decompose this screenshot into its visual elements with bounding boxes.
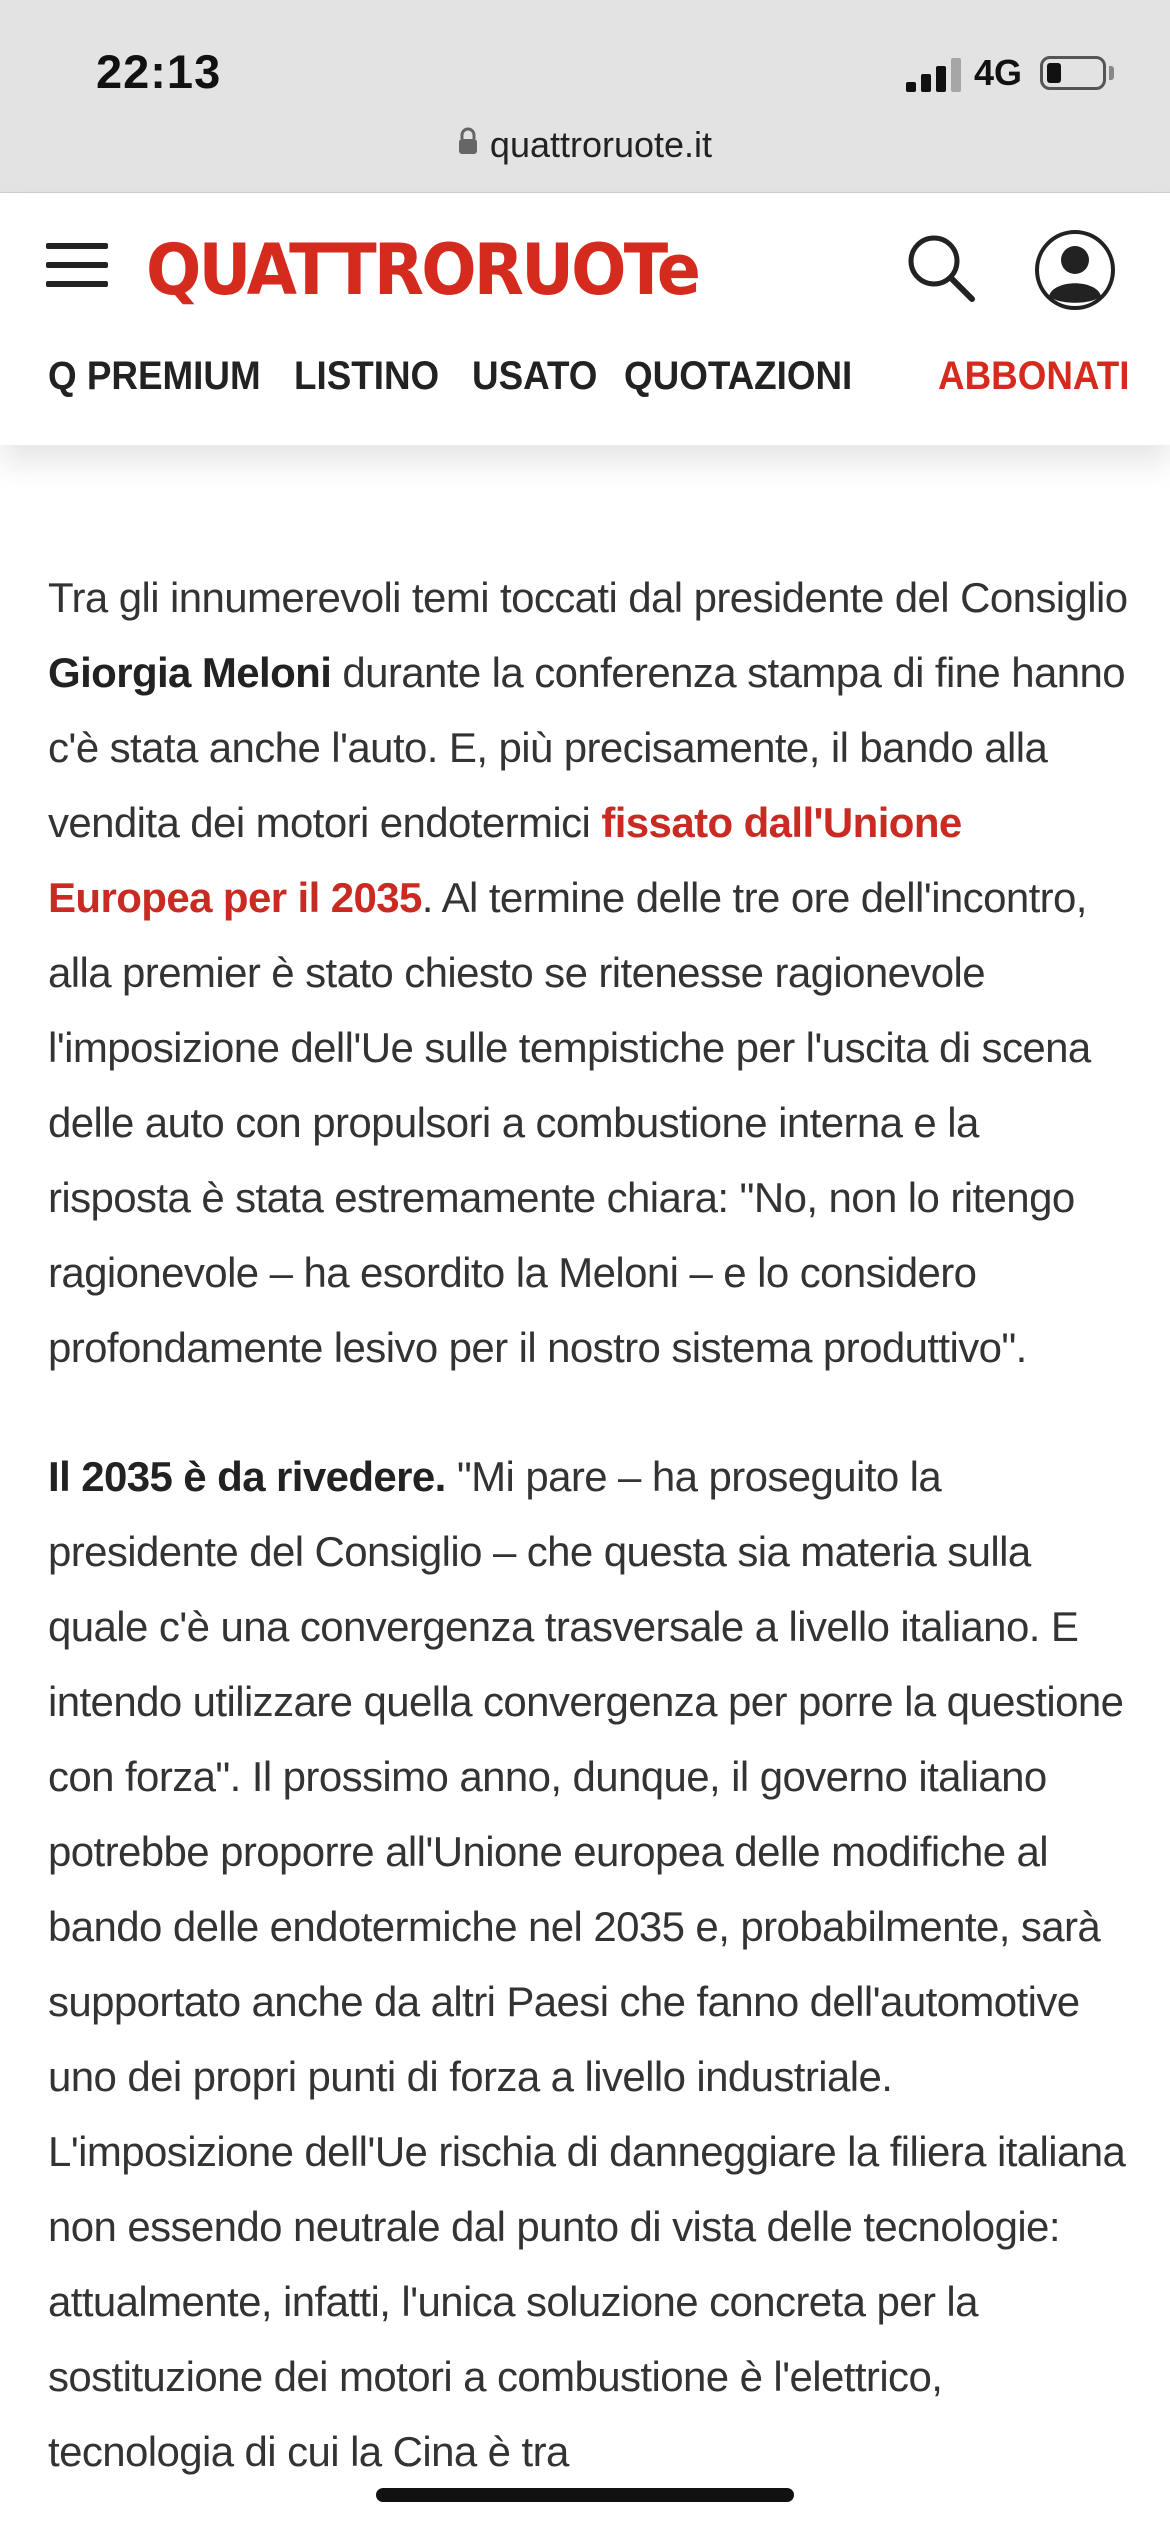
menu-icon[interactable] xyxy=(46,243,108,287)
battery-icon xyxy=(1040,56,1106,90)
text-run: . Al termine delle tre ore dell'incontro, alla premier è stato chiesto se ritenesse ragionevole l'imposizione dell'Ue sulle tempistiche per l'uscita di scena delle auto con propulsori a combustione interna e la risposta è stata estremamente chiara: "No, non lo ritengo ragionevole – ha esordito la Meloni – e lo considero profondamente lesivo per il nostro sistema produttivo". xyxy=(48,874,1091,1371)
url-text: quattroruote.it xyxy=(489,124,713,165)
section-lead: Il 2035 è da rivedere. xyxy=(48,1453,446,1500)
nav-item-q-premium[interactable]: Q PREMIUM xyxy=(48,354,261,398)
site-header xyxy=(0,193,1170,445)
account-icon[interactable] xyxy=(1034,229,1116,311)
article-paragraph xyxy=(48,560,1128,1385)
status-bar xyxy=(0,0,1170,193)
nav-item-quotazioni[interactable]: QUOTAZIONI xyxy=(624,354,853,398)
bold-name: Giorgia Meloni xyxy=(48,649,332,696)
article-paragraph xyxy=(48,1439,1128,2489)
lock-icon xyxy=(458,122,478,164)
text-run: durante la conferenza stampa di fine hanno c'è stata anche l'auto. E, più precisamente, il bando alla vendita dei motori endotermici xyxy=(48,649,1126,846)
nav-item-usato[interactable]: USATO xyxy=(472,354,598,398)
inline-link[interactable]: fissato dall'Unione Europea per il 2035 xyxy=(48,799,962,921)
cellular-signal-icon xyxy=(906,56,962,92)
main-nav xyxy=(0,341,1170,411)
text-run: Tra gli innumerevoli temi toccati dal presidente del Consiglio xyxy=(48,574,1128,621)
nav-item-listino[interactable]: LISTINO xyxy=(294,354,440,398)
text-run: "Mi pare – ha proseguito la presidente del Consiglio – che questa sia materia sulla quale c'è una convergenza trasversale a livello italiano. E intendo utilizzare quella convergenza per porre la questione con forza". Il prossimo anno, dunque, il governo italiano potrebbe proporre all'Unione europea delle modifiche al bando delle endotermiche nel 2035 e, probabilmente, sarà supportato anche da altri Paesi che fanno dell'automotive uno dei propri punti di forza a livello industriale. L'imposizione dell'Ue rischia di danneggiare la filiera italiana non essendo neutrale dal punto di vista delle tecnologie: attualmente, infatti, l'unica soluzione concreta per la sostituzione dei motori a combustione è l'elettrico, tecnologia di cui la Cina è tra xyxy=(48,1453,1126,2475)
article-body xyxy=(48,560,1128,2543)
search-icon[interactable] xyxy=(906,233,978,305)
home-indicator[interactable] xyxy=(376,2488,794,2502)
site-logo[interactable]: QUATTRORUOTe xyxy=(146,229,699,311)
network-type: 4G xyxy=(974,52,1023,93)
status-time: 22:13 xyxy=(96,45,222,98)
battery-cap xyxy=(1109,66,1114,80)
subscribe-link[interactable]: ABBONATI xyxy=(938,354,1130,398)
address-bar[interactable] xyxy=(0,124,1170,168)
